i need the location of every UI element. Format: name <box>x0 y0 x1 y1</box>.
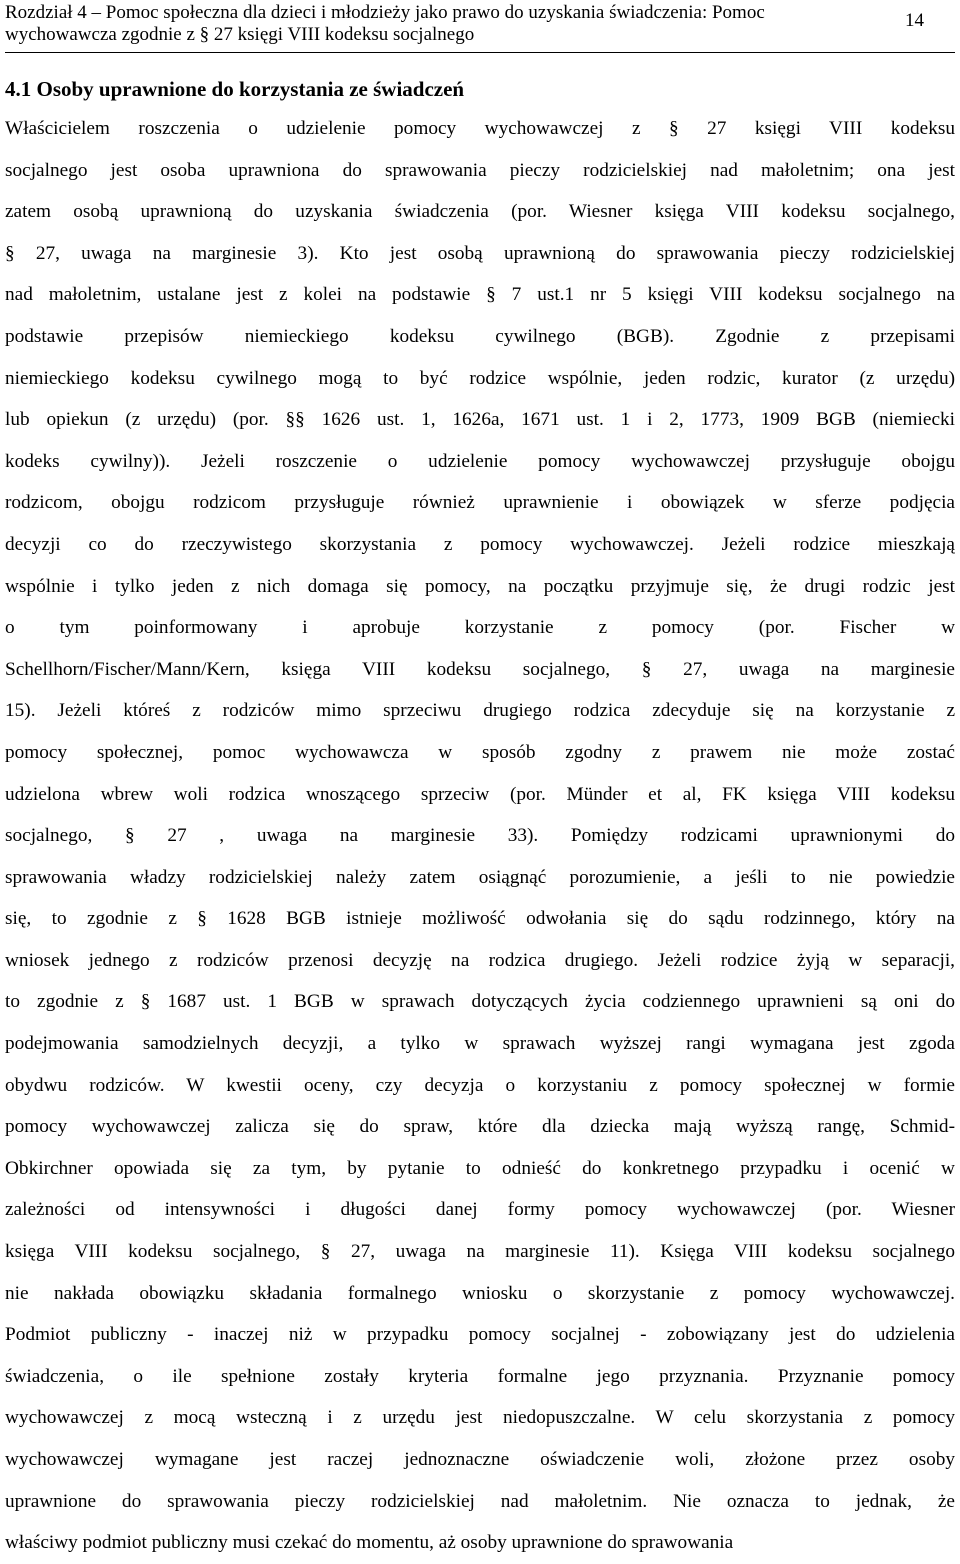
body-line: to zgodnie z § 1687 ust. 1 BGB w sprawach dotyczących życia codziennego uprawnieni są oni do <box>5 991 955 1013</box>
body-line: się, to zgodnie z § 1628 BGB istnieje możliwość odwołania się do sądu rodzinnego, który na <box>5 908 955 930</box>
body-line: Obkirchner opowiada się za tym, by pytanie to odnieść do konkretnego przypadku i ocenić w <box>5 1157 955 1179</box>
body-line: podstawie przepisów niemieckiego kodeksu cywilnego (BGB). Zgodnie z przepisami <box>5 325 955 347</box>
body-line: wychowawczej wymagane jest raczej jednoznaczne oświadczenie woli, złożone przez osoby <box>5 1449 955 1470</box>
body-line: lub opiekun (z urzędu) (por. §§ 1626 ust. 1, 1626a, 1671 ust. 1 i 2, 1773, 1909 BGB (niemiecki <box>5 409 955 431</box>
body-line: księga VIII kodeksu socjalnego, § 27, uwaga na marginesie 11). Księga VIII kodeksu socjalnego <box>5 1241 955 1263</box>
body-line: rodzicom, obojgu rodzicom przysługuje również uprawnienie i obowiązek w sferze podjęcia <box>5 492 955 514</box>
body-line: kodeks cywilny)). Jeżeli roszczenie o udzielenie pomocy wychowawczej przysługuje obojgu <box>5 450 955 472</box>
body-line: wniosek jednego z rodziców przenosi decyzję na rodzica drugiego. Jeżeli rodzice żyją w separacji, <box>5 949 955 971</box>
body-line: socjalnego, § 27 , uwaga na marginesie 33). Pomiędzy rodzicami uprawnionymi do <box>5 825 955 847</box>
body-line: Schellhorn/Fischer/Mann/Kern, księga VIII kodeksu socjalnego, § 27, uwaga na marginesie <box>5 658 955 680</box>
body-line: § 27, uwaga na marginesie 3). Kto jest osobą uprawnioną do sprawowania pieczy rodzicielskiej <box>5 242 955 264</box>
body-line: pomocy wychowawczej zalicza się do spraw, które dla dziecka mają wyższą rangę, Schmid- <box>5 1116 955 1138</box>
body-line: wspólnie i tylko jeden z nich domaga się pomocy, na początku przyjmuje się, że drugi rodzic jest <box>5 575 955 597</box>
page-number: 14 <box>905 10 924 31</box>
body-line: pomocy społecznej, pomoc wychowawcza w sposób zgodny z prawem nie może zostać <box>5 741 955 763</box>
section-heading: 4.1 Osoby uprawnione do korzystania ze świadczeń <box>5 77 465 101</box>
body-line: nie nakłada obowiązku składania formalnego wniosku o skorzystanie z pomocy wychowawczej. <box>5 1282 955 1304</box>
body-line: Właścicielem roszczenia o udzielenie pomocy wychowawczej z § 27 księgi VIII kodeksu <box>5 118 955 139</box>
body-line: świadczenia, o ile spełnione zostały kryteria formalne jego przyznania. Przyznanie pomocy <box>5 1365 955 1387</box>
body-line: uprawnione do sprawowania pieczy rodzicielskiej nad małoletnim. Nie oznacza to jednak, że <box>5 1490 955 1512</box>
running-title-line-2: wychowawcza zgodnie z § 27 księgi VIII kodeksu socjalnego <box>5 24 475 45</box>
body-line: socjalnego jest osoba uprawniona do sprawowania pieczy rodzicielskiej nad małoletnim; ona jest <box>5 159 955 181</box>
body-line: podejmowania samodzielnych decyzji, a tylko w sprawach wyższej rangi wymagana jest zgoda <box>5 1033 955 1055</box>
body-line: wychowawczej z mocą wsteczną i z urzędu jest niedopuszczalne. W celu skorzystania z pomocy <box>5 1407 955 1429</box>
header-rule <box>5 52 955 53</box>
body-line: zatem osobą uprawnioną do uzyskania świadczenia (por. Wiesner księga VIII kodeksu socjalnego, <box>5 201 955 223</box>
body-line: niemieckiego kodeksu cywilnego mogą to być rodzice wspólnie, jeden rodzic, kurator (z urzędu) <box>5 367 955 389</box>
body-text <box>5 108 955 1564</box>
body-line: o tym poinformowany i aprobuje korzystanie z pomocy (por. Fischer w <box>5 617 955 639</box>
body-line: decyzji co do rzeczywistego skorzystania z pomocy wychowawczej. Jeżeli rodzice mieszkają <box>5 533 955 555</box>
body-line: udzielona wbrew woli rodzica wnoszącego sprzeciw (por. Münder et al, FK księga VIII kodeksu <box>5 783 955 805</box>
body-line: nad małoletnim, ustalane jest z kolei na podstawie § 7 ust.1 nr 5 księgi VIII kodeksu socjalnego na <box>5 284 955 306</box>
running-title-line-1: Rozdział 4 – Pomoc społeczna dla dzieci i młodzieży jako prawo do uzyskania świadczenia: Pomoc <box>5 2 765 23</box>
body-line: Podmiot publiczny - inaczej niż w przypadku pomocy socjalnej - zobowiązany jest do udzielenia <box>5 1324 955 1346</box>
body-line: sprawowania władzy rodzicielskiej należy zatem osiągnąć porozumienie, a jeśli to nie powiedzie <box>5 866 955 888</box>
body-line: właściwy podmiot publiczny musi czekać do momentu, aż osoby uprawnione do sprawowania <box>5 1532 734 1554</box>
body-line: obydwu rodziców. W kwestii oceny, czy decyzja o korzystaniu z pomocy społecznej w formie <box>5 1074 955 1096</box>
running-header <box>5 2 895 46</box>
body-line: 15). Jeżeli któreś z rodziców mimo sprzeciwu drugiego rodzica zdecyduje się na korzystanie z <box>5 700 955 722</box>
body-line: zależności od intensywności i długości danej formy pomocy wychowawczej (por. Wiesner <box>5 1199 955 1221</box>
